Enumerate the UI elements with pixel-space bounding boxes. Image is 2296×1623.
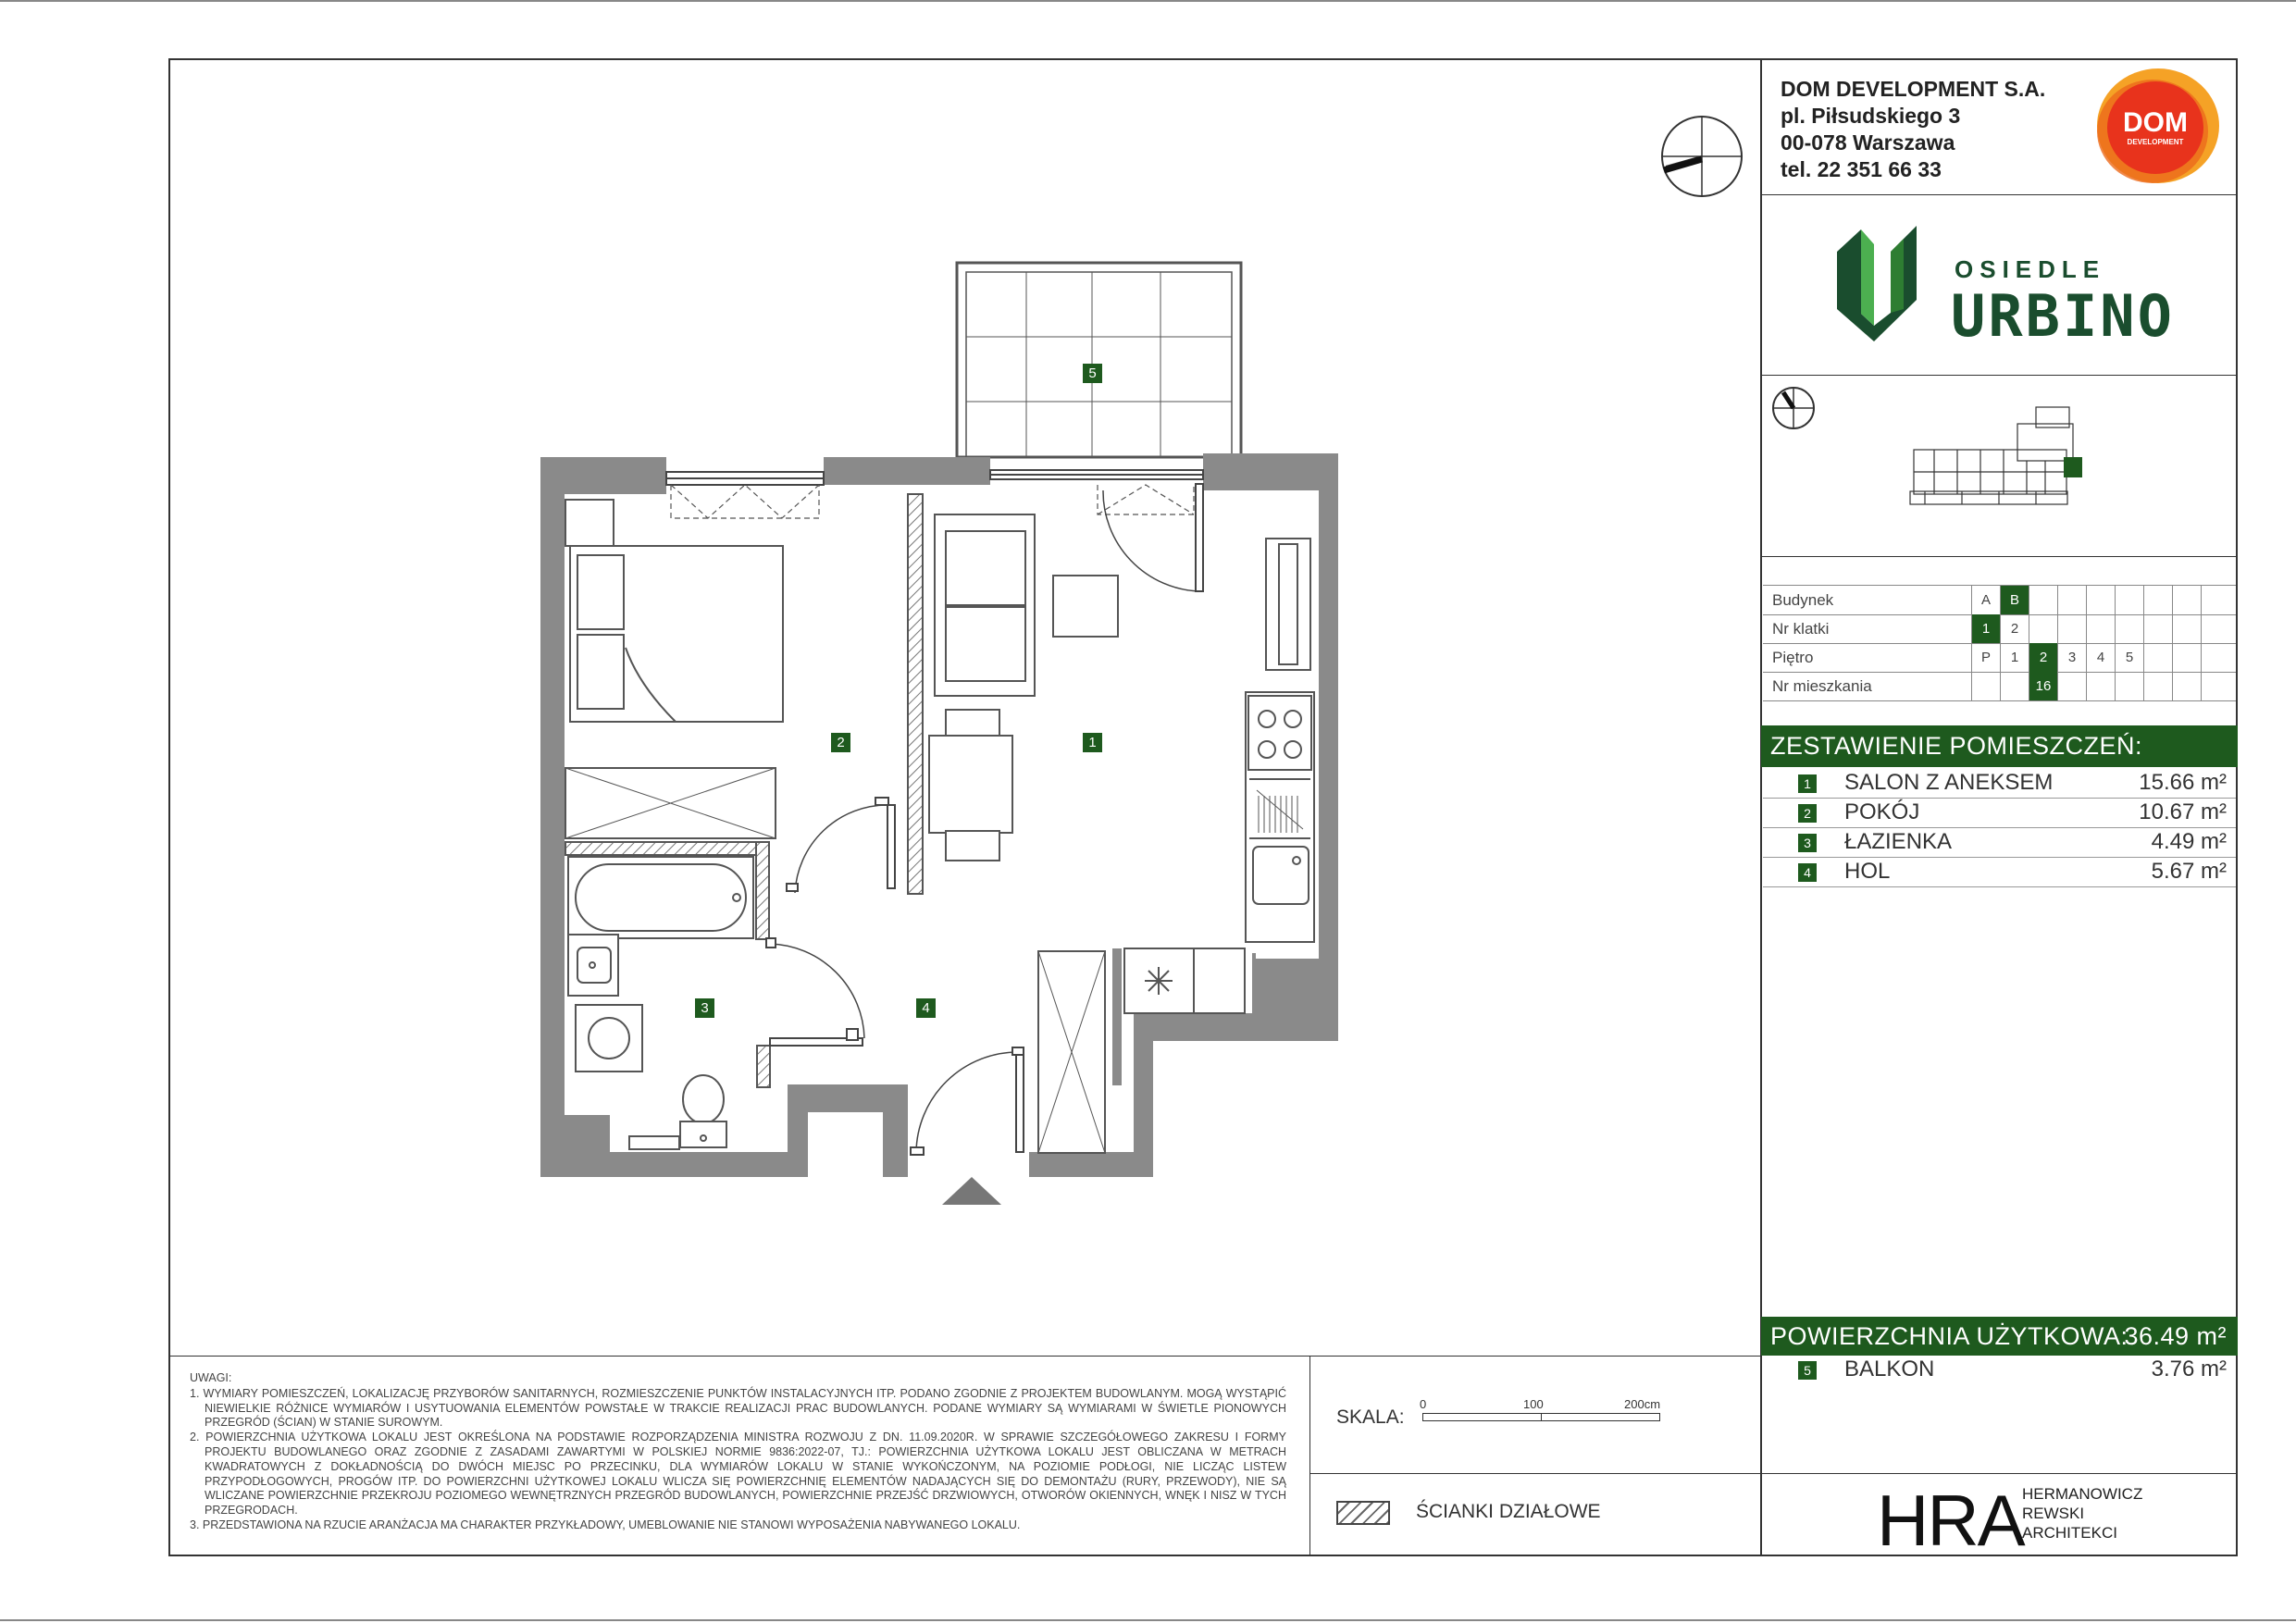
architect-name: [2022, 1484, 2142, 1542]
grid-cell: [2172, 643, 2201, 672]
room-name: SALON Z ANEKSEM: [1844, 770, 2054, 795]
logo-subtext: DEVELOPMENT: [2127, 138, 2184, 146]
room-number-badge: 4: [1798, 863, 1817, 882]
grid-cell: [2143, 614, 2172, 643]
room-row: [1763, 858, 2236, 887]
room-tag: 1: [1083, 733, 1102, 752]
grid-cell: 5: [2115, 643, 2143, 672]
grid-cell: [2086, 672, 2115, 700]
logo-text: DOM: [2123, 107, 2188, 138]
grid-cell: [2201, 586, 2229, 614]
page-bottom-rule: [0, 1619, 2296, 1621]
company-address: pl. Piłsudskiego 3: [1781, 104, 1961, 128]
grid-row-budynek: [1763, 586, 2236, 615]
sofa: [935, 514, 1035, 696]
rule: [1310, 1473, 1761, 1474]
room-row: [1763, 769, 2236, 799]
grid-cell: [2057, 672, 2086, 700]
room-name: HOL: [1844, 859, 1891, 884]
room-area: 10.67 m²: [2139, 799, 2227, 824]
grid-cell-selected: 1: [1971, 614, 2000, 643]
room-number-badge: 2: [1798, 804, 1817, 823]
entrance-arrow-icon: [942, 1177, 1001, 1205]
bedroom-door: [787, 798, 895, 893]
architect-logo: HRA: [1877, 1480, 2024, 1561]
key-plan: [1906, 403, 2101, 524]
grid-cell: [2201, 672, 2229, 700]
project-name-line2: URBINO: [1951, 282, 2175, 350]
room-tag: 5: [1083, 364, 1102, 383]
grid-cell: [2057, 586, 2086, 614]
notes: [190, 1371, 1286, 1533]
room-name: POKÓJ: [1844, 799, 1920, 824]
note-item: 2. POWIERZCHNIA UŻYTKOWA LOKALU JEST OKREŚLONA NA PODSTAWIE ROZPORZĄDZENIA MINISTRA ROZWOJU Z DN. 11.09.2020R. W SPRAWIE SZCZEGÓŁOWEGO ZAKRESU I FORMY PROJEKTU BUDOWLANEGO ORAZ ZGODNIE Z ZASADAMI ZAWARTYMI W POLSKIEJ NORMIE 9836:2022-07, TJ.: POWIERZCHNIA UŻYTKOWA LOKALU JEST OBLICZANA W METRACH KWADRATOWYCH Z DOKŁADNOŚCIĄ DO DWÓCH MIEJSC PO PRZECINKU, DLA WYMIARÓW LOKALU W STANIE WYKOŃCZONYM, NA POZIOMIE PODŁOGI, NIE LICZĄC LISTEW PRZYPODŁOGOWYCH, PROGÓW ITP. DO POWIERZCHNI UŻYTKOWEJ LOKALU WLICZA SIĘ POWIERZCHNIĘ ELEMENTÓW NADAJĄCYCH SIĘ DO DEMONTAŻU (RURY, PRZEWODY), NIE SĄ WLICZANE POWIERZCHNIE PRZEKROJU POZIOMEGO WEWNĘTRZNYCH PRZEGRÓD BUDOWLANYCH, POWIERZCHNIE PRZEJŚĆ DRZWIOWYCH, OTWORÓW OKIENNYCH, WNĘK I NISZ W TYCH PRZEGRODACH.: [190, 1431, 1286, 1518]
rule: [1761, 194, 2238, 195]
grid-cell: [1971, 672, 2000, 700]
company-name: DOM DEVELOPMENT S.A.: [1781, 77, 2046, 101]
architect-line: HERMANOWICZ: [2022, 1485, 2143, 1503]
room-area: 5.67 m²: [2151, 859, 2227, 884]
scale-tick: 200cm: [1624, 1397, 1661, 1411]
urbino-logo: [1837, 226, 1920, 346]
rule: [1309, 1356, 1310, 1556]
company-city: 00-078 Warszawa: [1781, 130, 1955, 155]
grid-cell: [2115, 672, 2143, 700]
partition-wall: [565, 842, 769, 855]
company-info: [1781, 76, 2045, 183]
partition-wall: [757, 1046, 770, 1087]
rule: [1761, 556, 2238, 557]
partition-hatch-swatch: [1336, 1501, 1390, 1525]
grid-cell: [2115, 586, 2143, 614]
grid-cell: [2201, 614, 2229, 643]
room-tag: 3: [695, 998, 714, 1018]
kitchen-counter: [1246, 692, 1314, 942]
grid-cell: 1: [2000, 643, 2029, 672]
bathroom-door: [766, 938, 864, 1046]
room-name: ŁAZIENKA: [1844, 829, 1953, 854]
room-name: BALKON: [1844, 1357, 1935, 1381]
total-area-label: POWIERZCHNIA UŻYTKOWA:: [1770, 1322, 2128, 1350]
rule: [1761, 1473, 2238, 1474]
room-area: 3.76 m²: [2151, 1357, 2227, 1381]
grid-cell: 3: [2057, 643, 2086, 672]
room-number-badge: 5: [1798, 1361, 1817, 1380]
tv-unit: [1266, 539, 1310, 670]
note-item: 1. WYMIARY POMIESZCZEŃ, LOKALIZACJĘ PRZYBORÓW SANITARNYCH, ROZMIESZCZENIE PUNKTÓW INSTALACYJNYCH ITP. PODANO ZGODNIE Z PROJEKTEM BUDOWLANYM. MOGĄ WYSTĄPIĆ NIEWIELKIE RÓŻNICE WYMIARÓW I USYTUOWANIA ELEMENTÓW POWSTAŁE W TRAKCIE REALIZACJI PRAC BUDOWLANYCH. PODANE WYMIARY SĄ WYMIARAMI W ŚWIETLE PIONOWYCH PRZEGRÓD (ŚCIAN) W STANIE SUROWYM.: [190, 1386, 1286, 1430]
grid-cell: [2143, 672, 2172, 700]
window-openings: [671, 485, 1194, 518]
grid-cell: [2115, 614, 2143, 643]
location-grid: [1763, 585, 2236, 700]
rule: [1761, 375, 2238, 376]
grid-cell-selected: B: [2000, 586, 2029, 614]
grid-cell: 2: [2000, 614, 2029, 643]
compass-small-icon: [1770, 385, 1817, 436]
note-item: 3. PRZEDSTAWIONA NA RZUCIE ARANŻACJA MA CHARAKTER PRZYKŁADOWY, UMEBLOWANIE NIE STANOWI WYPOSAŻENIA NABYWANEGO LOKALU.: [190, 1518, 1021, 1531]
grid-cell: [2000, 672, 2029, 700]
entry-door: [911, 1047, 1024, 1155]
scale-bar: [1422, 1413, 1660, 1421]
architect-line: ARCHITEKCI: [2022, 1524, 2117, 1542]
grid-cell: [2086, 586, 2115, 614]
grid-cell: [2029, 614, 2057, 643]
room-area: 15.66 m²: [2139, 770, 2227, 795]
grid-cell: [2143, 586, 2172, 614]
wardrobe: [565, 768, 776, 838]
bed: [570, 546, 783, 722]
grid-label: Nr mieszkania: [1772, 677, 1872, 695]
grid-cell: A: [1971, 586, 2000, 614]
washbasin: [568, 935, 618, 996]
dining-set: [929, 710, 1012, 861]
scale-tick: 100: [1523, 1397, 1544, 1411]
grid-cell: [2086, 614, 2115, 643]
grid-cell-selected: 16: [2029, 672, 2057, 700]
balcony: [957, 263, 1241, 457]
page-top-rule: [0, 0, 2296, 2]
fridge-unit: [1124, 948, 1245, 1013]
scale-label: SKALA:: [1336, 1406, 1405, 1428]
radiator: [629, 1136, 679, 1149]
dom-development-logo: [2086, 67, 2225, 187]
bathtub: [568, 857, 753, 938]
room-tag: 4: [916, 998, 936, 1018]
balcony-row: [1763, 1356, 2236, 1384]
grid-row-klatka: [1763, 614, 2236, 644]
grid-cell: [2201, 643, 2229, 672]
grid-label: Nr klatki: [1772, 620, 1830, 638]
grid-cell: [2029, 586, 2057, 614]
total-area-bar: [1761, 1317, 2238, 1356]
grid-label: Budynek: [1772, 591, 1834, 609]
room-tag: 2: [831, 733, 850, 752]
floor-plan: [168, 58, 1760, 1354]
grid-cell: [2172, 672, 2201, 700]
room-row: [1763, 799, 2236, 828]
room-row: [1763, 828, 2236, 858]
room-number-badge: 3: [1798, 834, 1817, 852]
toilet: [680, 1075, 726, 1147]
washing-machine: [576, 1005, 642, 1072]
project-name-line1: OSIEDLE: [1955, 255, 2106, 283]
room-number-badge: 1: [1798, 774, 1817, 793]
grid-cell: [2143, 643, 2172, 672]
legend-label: ŚCIANKI DZIAŁOWE: [1416, 1501, 1601, 1522]
rooms-heading: ZESTAWIENIE POMIESZCZEŃ:: [1761, 725, 2238, 767]
room-area: 4.49 m²: [2151, 829, 2227, 854]
grid-cell: [2057, 614, 2086, 643]
grid-cell: [2172, 614, 2201, 643]
grid-label: Piętro: [1772, 649, 1814, 666]
partition-wall: [908, 494, 923, 894]
coffee-table: [1053, 576, 1118, 637]
grid-cell: 4: [2086, 643, 2115, 672]
hall-wardrobe: [1038, 951, 1105, 1153]
total-area-value: 36.49 m²: [2124, 1322, 2227, 1350]
grid-cell: P: [1971, 643, 2000, 672]
grid-row-mieszkanie: [1763, 672, 2236, 701]
notes-title: UWAGI:: [190, 1371, 232, 1384]
company-phone: tel. 22 351 66 33: [1781, 157, 1942, 181]
grid-row-pietro: [1763, 643, 2236, 673]
rule: [168, 1356, 1761, 1357]
nightstand: [565, 500, 614, 546]
grid-cell-selected: 2: [2029, 643, 2057, 672]
architect-line: REWSKI: [2022, 1505, 2085, 1522]
scale-tick: 0: [1420, 1397, 1427, 1411]
partition-wall: [756, 842, 769, 939]
grid-cell: [2172, 586, 2201, 614]
